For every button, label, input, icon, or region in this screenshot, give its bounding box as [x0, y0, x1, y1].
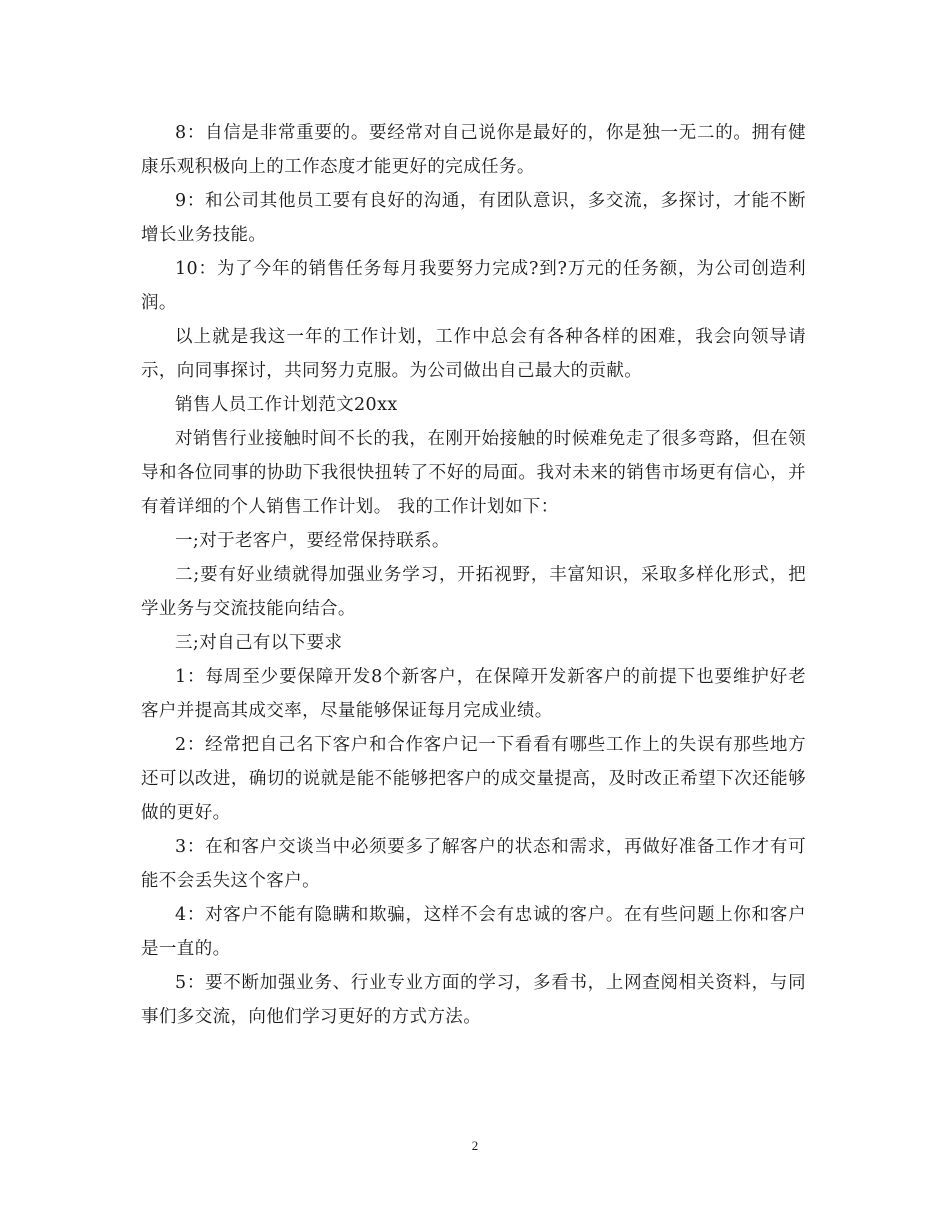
paragraph-requirement-2: 2：经常把自己名下客户和合作客户记一下看看有哪些工作上的失误有那些地方还可以改进，确切的说就是能不能够把客户的成交量提高，及时改正希望下次还能够做的更好。 — [141, 735, 806, 823]
paragraph-summary: 以上就是我这一年的工作计划，工作中总会有各种各样的困难，我会向领导请示，向同事探讨，共同努力克服。为公司做出自己最大的贡献。 — [141, 327, 806, 381]
paragraph-requirement-5: 5：要不断加强业务、行业专业方面的学习，多看书，上网查阅相关资料，与同事们多交流，向他们学习更好的方式方法。 — [141, 973, 806, 1027]
paragraph-intro: 对销售行业接触时间不长的我，在刚开始接触的时候难免走了很多弯路，但在领导和各位同事的协助下我很快扭转了不好的局面。我对未来的销售市场更有信心，并有着详细的个人销售工作计划。 我的工作计划如下： — [141, 429, 806, 517]
paragraph-requirement-4: 4：对客户不能有隐瞒和欺骗，这样不会有忠诚的客户。在有些问题上你和客户是一直的。 — [141, 905, 806, 959]
document-body — [141, 116, 806, 1034]
paragraph-item-two: 二;要有好业绩就得加强业务学习，开拓视野，丰富知识，采取多样化形式，把学业务与交流技能向结合。 — [141, 565, 806, 619]
paragraph-item-three: 三;对自己有以下要求 — [175, 633, 343, 653]
section-heading: 销售人员工作计划范文20xx — [175, 395, 398, 415]
paragraph-item-one: 一;对于老客户，要经常保持联系。 — [175, 531, 450, 551]
paragraph-10: 10：为了今年的销售任务每月我要努力完成?到?万元的任务额，为公司创造利润。 — [141, 259, 806, 313]
paragraph-8: 8：自信是非常重要的。要经常对自己说你是最好的，你是独一无二的。拥有健康乐观积极向上的工作态度才能更好的完成任务。 — [141, 123, 806, 177]
paragraph-9: 9：和公司其他员工要有良好的沟通，有团队意识，多交流，多探讨，才能不断增长业务技能。 — [141, 191, 806, 245]
page-number: 2 — [471, 1138, 479, 1153]
paragraph-requirement-1: 1：每周至少要保障开发8个新客户，在保障开发新客户的前提下也要维护好老客户并提高其成交率，尽量能够保证每月完成业绩。 — [141, 667, 806, 721]
paragraph-requirement-3: 3：在和客户交谈当中必须要多了解客户的状态和需求，再做好准备工作才有可能不会丢失这个客户。 — [141, 837, 806, 891]
